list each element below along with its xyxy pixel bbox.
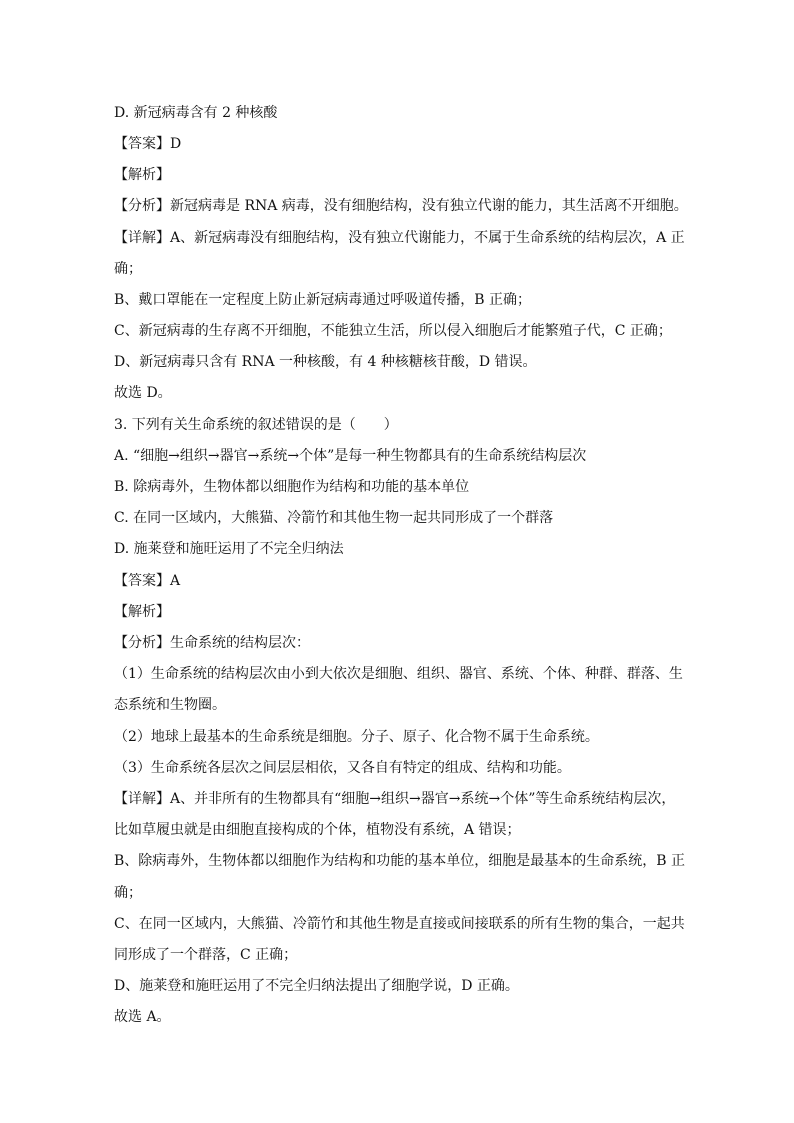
detail-b-cont: 确； — [114, 885, 142, 901]
question-3-answer: 【答案】A — [114, 573, 181, 589]
detail-c-prev: C、新冠病毒的生存离不开细胞，不能独立生活，所以侵入细胞后才能繁殖子代，C 正确； — [114, 323, 672, 339]
question-3-analysis-label: 【解析】 — [114, 604, 170, 620]
analysis-point-3: （3）生命系统各层次之间层层相依，又各自有特定的组成、结构和功能。 — [114, 760, 571, 776]
question-3-option-a: A. “细胞→组织→器官→系统→个体”是每一种生物都具有的生命系统结构层次 — [114, 448, 587, 464]
question-3-option-b: B. 除病毒外，生物体都以细胞作为结构和功能的基本单位 — [114, 479, 470, 495]
analysis-label-prev: 【解析】 — [114, 167, 170, 183]
detail-a-cont: 比如草履虫就是由细胞直接构成的个体，植物没有系统，A 错误； — [114, 822, 521, 838]
detail-b: B、除病毒外，生物体都以细胞作为结构和功能的基本单位，细胞是最基本的生命系统，B 正 — [114, 853, 686, 869]
question-3-analysis-summary: 【分析】生命系统的结构层次： — [114, 635, 310, 651]
detail-a-prev: 【详解】A、新冠病毒没有细胞结构，没有独立代谢能力，不属于生命系统的结构层次，A 正 — [114, 230, 685, 246]
question-3-option-d: D. 施莱登和施旺运用了不完全归纳法 — [114, 541, 344, 557]
detail-a: 【详解】A、并非所有的生物都具有“细胞→组织→器官→系统→个体”等生命系统结构层次， — [114, 791, 676, 807]
detail-a-prev-cont: 确； — [114, 261, 142, 277]
detail-b-prev: B、戴口罩能在一定程度上防止新冠病毒通过呼吸道传播，B 正确； — [114, 292, 532, 308]
option-d-prev: D. 新冠病毒含有 2 种核酸 — [114, 105, 278, 121]
detail-c-cont: 同形成了一个群落，C 正确； — [114, 947, 298, 963]
detail-d: D、施莱登和施旺运用了不完全归纳法提出了细胞学说，D 正确。 — [114, 978, 519, 994]
analysis-point-2: （2）地球上最基本的生命系统是细胞。分子、原子、化合物不属于生命系统。 — [114, 729, 599, 745]
question-3-title: 3. 下列有关生命系统的叙述错误的是（ ） — [114, 417, 398, 433]
detail-d-prev: D、新冠病毒只含有 RNA 一种核酸，有 4 种核糖核苷酸，D 错误。 — [114, 354, 537, 370]
analysis-summary-prev: 【分析】新冠病毒是 RNA 病毒，没有细胞结构，没有独立代谢的能力，其生活离不开细胞。 — [114, 198, 688, 214]
choose-answer: 故选 A。 — [114, 1009, 171, 1025]
analysis-point-1-cont: 态系统和生物圈。 — [114, 697, 226, 713]
question-3-option-c: C. 在同一区域内，大熊猫、冷箭竹和其他生物一起共同形成了一个群落 — [114, 510, 554, 526]
choose-prev: 故选 D。 — [114, 385, 172, 401]
analysis-point-1: （1）生命系统的结构层次由小到大依次是细胞、组织、器官、系统、个体、种群、群落、生 — [114, 666, 683, 682]
detail-c: C、在同一区域内，大熊猫、冷箭竹和其他生物是直接或间接联系的所有生物的集合，一起共 — [114, 916, 685, 932]
answer-label-prev: 【答案】D — [114, 136, 182, 152]
